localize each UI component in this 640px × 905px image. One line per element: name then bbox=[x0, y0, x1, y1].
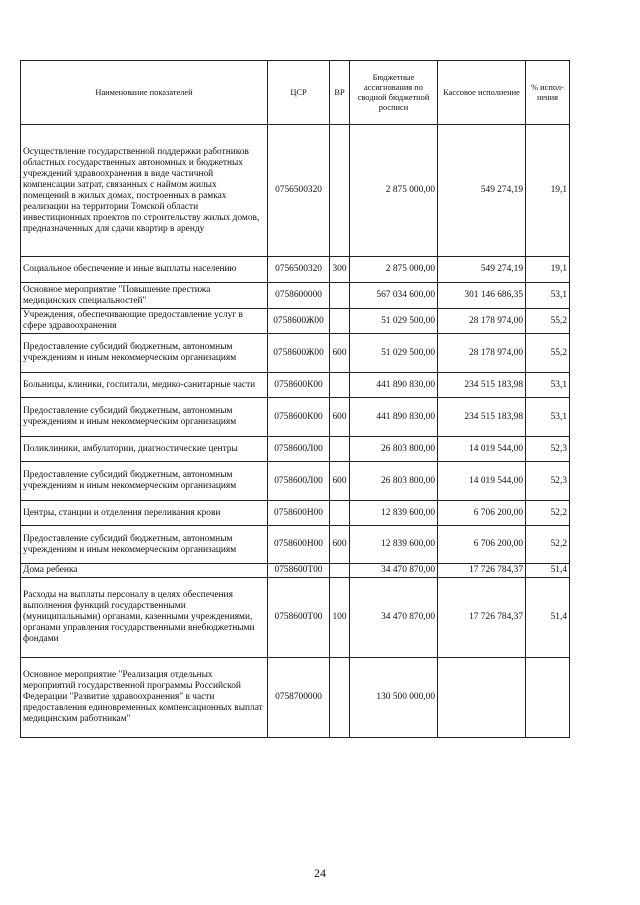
row-cash: 301 146 686,35 bbox=[438, 283, 526, 309]
table-row bbox=[21, 437, 570, 462]
row-cash: 14 019 544,00 bbox=[438, 437, 526, 462]
row-percent: 52,2 bbox=[526, 501, 570, 526]
row-csr: 0758700000 bbox=[268, 658, 330, 738]
row-name: Центры, станции и отделения переливания крови bbox=[21, 501, 268, 526]
row-percent: 55,2 bbox=[526, 334, 570, 373]
row-csr: 0756500320 bbox=[268, 125, 330, 257]
row-cash: 17 726 784,37 bbox=[438, 564, 526, 578]
row-vr: 600 bbox=[330, 398, 350, 437]
row-cash bbox=[438, 658, 526, 738]
row-percent bbox=[526, 658, 570, 738]
row-csr: 0758600Л00 bbox=[268, 437, 330, 462]
row-vr bbox=[330, 501, 350, 526]
table-row bbox=[21, 526, 570, 564]
row-percent: 55,2 bbox=[526, 309, 570, 334]
row-name: Основное мероприятие "Реализация отдельных мероприятий государственной программы Российской Федерации "Развитие здравоохранения" в части предоставления единовременных компенсационных выплат медицинским работникам" bbox=[21, 658, 268, 738]
row-vr bbox=[330, 437, 350, 462]
row-csr: 0758600К00 bbox=[268, 398, 330, 437]
row-csr: 0758600Т00 bbox=[268, 578, 330, 658]
header-row bbox=[21, 61, 570, 125]
page-number: 24 bbox=[314, 866, 326, 880]
row-cash: 17 726 784,37 bbox=[438, 578, 526, 658]
table-row bbox=[21, 283, 570, 309]
row-name: Поликлиники, амбулатории, диагностические центры bbox=[21, 437, 268, 462]
row-cash: 234 515 183,98 bbox=[438, 398, 526, 437]
row-cash: 6 706 200,00 bbox=[438, 501, 526, 526]
row-percent: 51,4 bbox=[526, 564, 570, 578]
row-budget: 34 470 870,00 bbox=[350, 578, 438, 658]
row-name: Предоставление субсидий бюджетным, автономным учреждениям и иным некоммерческим организациям bbox=[21, 526, 268, 564]
row-percent: 52,2 bbox=[526, 526, 570, 564]
row-name: Предоставление субсидий бюджетным, автономным учреждениям и иным некоммерческим организациям bbox=[21, 462, 268, 501]
row-cash: 28 178 974,00 bbox=[438, 309, 526, 334]
row-vr: 600 bbox=[330, 462, 350, 501]
row-csr: 0758600Т00 bbox=[268, 564, 330, 578]
row-vr bbox=[330, 564, 350, 578]
row-csr: 0758600Ж00 bbox=[268, 334, 330, 373]
row-budget: 12 839 600,00 bbox=[350, 501, 438, 526]
row-vr: 100 bbox=[330, 578, 350, 658]
table-row bbox=[21, 257, 570, 283]
table-row bbox=[21, 564, 570, 578]
row-percent: 52,3 bbox=[526, 437, 570, 462]
row-name: Учреждения, обеспечивающие предоставление услуг в сфере здравоохранения bbox=[21, 309, 268, 334]
row-name: Больницы, клиники, госпитали, медико-санитарные части bbox=[21, 373, 268, 398]
row-csr: 0758600Ж00 bbox=[268, 309, 330, 334]
row-name: Предоставление субсидий бюджетным, автономным учреждениям и иным некоммерческим организациям bbox=[21, 398, 268, 437]
row-vr bbox=[330, 373, 350, 398]
row-vr bbox=[330, 283, 350, 309]
row-budget: 12 839 600,00 bbox=[350, 526, 438, 564]
row-percent: 53,1 bbox=[526, 398, 570, 437]
row-budget: 34 470 870,00 bbox=[350, 564, 438, 578]
row-name: Предоставление субсидий бюджетным, автономным учреждениям и иным некоммерческим организациям bbox=[21, 334, 268, 373]
row-name: Дома ребенка bbox=[21, 564, 268, 578]
row-percent: 53,1 bbox=[526, 373, 570, 398]
table-row bbox=[21, 398, 570, 437]
row-vr bbox=[330, 658, 350, 738]
row-budget: 130 500 000,00 bbox=[350, 658, 438, 738]
row-vr bbox=[330, 309, 350, 334]
row-percent: 19,1 bbox=[526, 257, 570, 283]
row-budget: 2 875 000,00 bbox=[350, 125, 438, 257]
header-budget: Бюджетные ассигнования по сводной бюджетной росписи bbox=[350, 61, 438, 125]
row-budget: 441 890 830,00 bbox=[350, 398, 438, 437]
header-name: Наименование показателей bbox=[21, 61, 268, 125]
row-cash: 6 706 200,00 bbox=[438, 526, 526, 564]
table-row bbox=[21, 309, 570, 334]
row-vr: 600 bbox=[330, 334, 350, 373]
row-csr: 0758600Н00 bbox=[268, 526, 330, 564]
row-budget: 567 034 600,00 bbox=[350, 283, 438, 309]
row-vr: 300 bbox=[330, 257, 350, 283]
header-percent: % испол- нения bbox=[526, 61, 570, 125]
header-csr: ЦСР bbox=[268, 61, 330, 125]
row-percent: 19,1 bbox=[526, 125, 570, 257]
row-percent: 53,1 bbox=[526, 283, 570, 309]
header-vr: ВР bbox=[330, 61, 350, 125]
row-csr: 0756500320 bbox=[268, 257, 330, 283]
table-row bbox=[21, 578, 570, 658]
table-row bbox=[21, 501, 570, 526]
row-cash: 234 515 183,98 bbox=[438, 373, 526, 398]
row-name: Основное мероприятие "Повышение престижа медицинских специальностей" bbox=[21, 283, 268, 309]
row-budget: 26 803 800,00 bbox=[350, 462, 438, 501]
row-percent: 51,4 bbox=[526, 578, 570, 658]
row-percent: 52,3 bbox=[526, 462, 570, 501]
budget-table bbox=[20, 60, 570, 738]
row-csr: 0758600Л00 bbox=[268, 462, 330, 501]
row-vr bbox=[330, 125, 350, 257]
row-name: Расходы на выплаты персоналу в целях обеспечения выполнения функций государственными (муниципальными) органами, казенными учреждениями, органами управления государственными внебюджетными фондами bbox=[21, 578, 268, 658]
table-row bbox=[21, 373, 570, 398]
row-budget: 51 029 500,00 bbox=[350, 309, 438, 334]
row-name: Социальное обеспечение и иные выплаты населению bbox=[21, 257, 268, 283]
row-budget: 51 029 500,00 bbox=[350, 334, 438, 373]
table-row bbox=[21, 462, 570, 501]
row-cash: 549 274,19 bbox=[438, 125, 526, 257]
row-cash: 14 019 544,00 bbox=[438, 462, 526, 501]
table-row bbox=[21, 334, 570, 373]
row-csr: 0758600000 bbox=[268, 283, 330, 309]
row-cash: 549 274,19 bbox=[438, 257, 526, 283]
table-row bbox=[21, 658, 570, 738]
row-csr: 0758600К00 bbox=[268, 373, 330, 398]
row-budget: 26 803 800,00 bbox=[350, 437, 438, 462]
row-cash: 28 178 974,00 bbox=[438, 334, 526, 373]
row-budget: 441 890 830,00 bbox=[350, 373, 438, 398]
row-vr: 600 bbox=[330, 526, 350, 564]
row-name: Осуществление государственной поддержки работников областных государственных автономных и бюджетных учреждений здравоохранения в виде частичной компенсации затрат, связанных с наймом жилых помещений в жилых домах, построенных в рамках реализации на территории Томской области инвестиционных проектов по строительству жилых домов, предназначенных для сдачи квартир в аренду bbox=[21, 125, 268, 257]
table-row bbox=[21, 125, 570, 257]
row-budget: 2 875 000,00 bbox=[350, 257, 438, 283]
row-csr: 0758600Н00 bbox=[268, 501, 330, 526]
header-cash: Кассовое исполнение bbox=[438, 61, 526, 125]
